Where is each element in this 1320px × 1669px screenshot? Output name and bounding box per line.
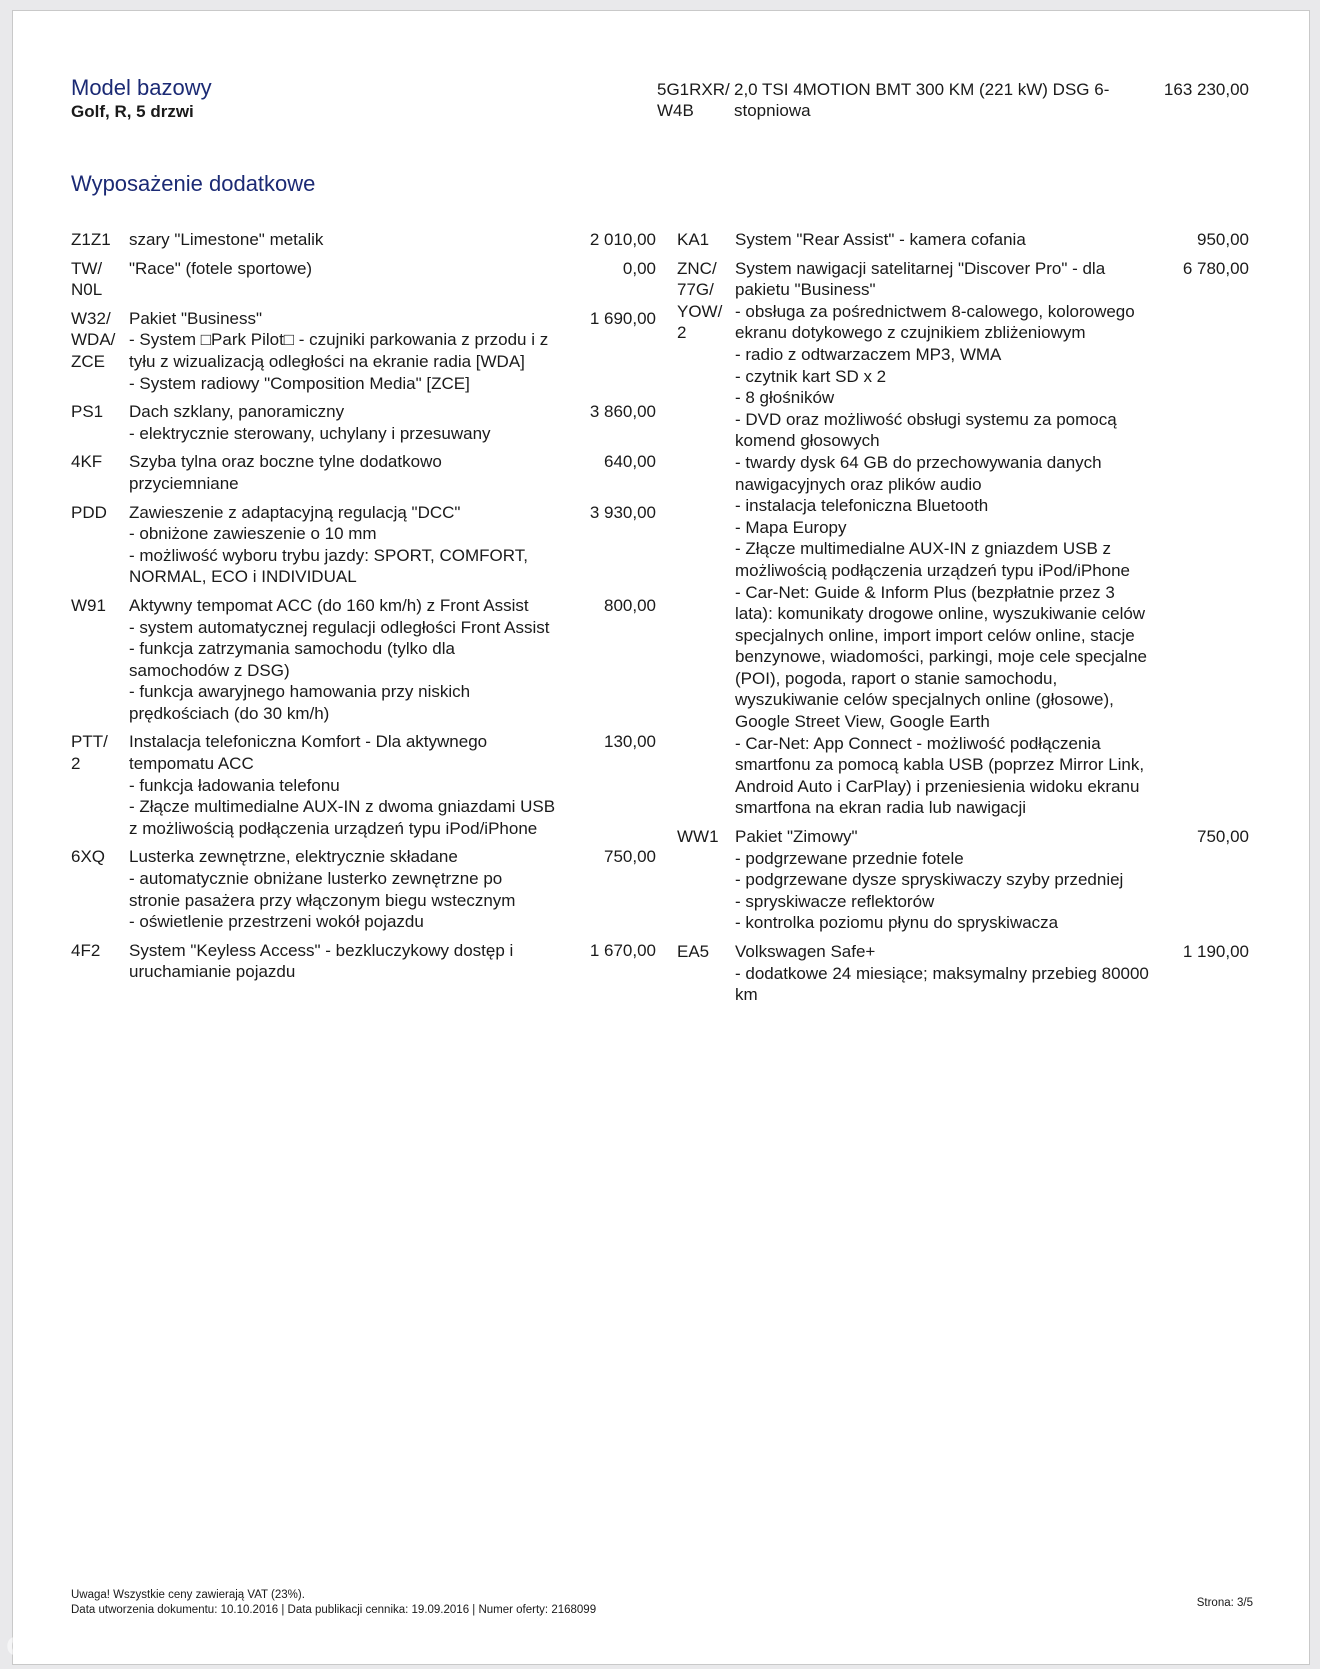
option-description [129,401,556,444]
option-description-text: System nawigacji satelitarnej "Discover Pro" - dla pakietu "Business" - obsługa za pośrednictwem 8-calowego, kolorowego ekranu dotykowego z czujnikiem zbliżeniowym - radio z odtwarzaczem MP3, WMA - czytnik kart SD x 2 - 8 głośników - DVD oraz możliwość obsługi systemu za pomocą komend głosowych - twardy dysk 64 GB do przechowywania danych nawigacyjnych oraz plików audio - instalacja telefoniczna Bluetooth - Mapa Europy - Złącze multimedialne AUX-IN z gniazdem USB z możliwością podłączenia urządzeń typu iPod/iPhone - Car-Net: Guide & Inform Plus (bezpłatnie przez 3 lata): komunikaty drogowe online, wyszukiwanie celów specjalnych online, import import celów online, stacje benzynowe, wiadomości, parkingi, moje cele specjalne (POI), pogoda, raport o stanie samochodu, wyszukiwanie celów specjalnych online (głosowe), Google Street View, Google Earth - Car-Net: App Connect - możliwość podłączenia smartfonu za pomocą kabla USB (poprzez Mirror Link, Android Auto i CarPlay) i przeniesienia widoku ekranu smartfona na ekran radia lub nawigacji [735,258,1147,818]
option-description-text: Pakiet "Zimowy" - podgrzewane przednie fotele - podgrzewane dysze spryskiwaczy szyby przedniej - spryskiwacze reflektorów - kontrolka poziomu płynu do spryskiwacza [735,827,1124,933]
option-row [71,731,656,839]
option-row [71,846,656,932]
right-column [677,229,1249,1013]
option-price: 0,00 [622,258,656,278]
option-description-text: Zawieszenie z adaptacyjną regulacją "DCC" - obniżone zawieszenie o 10 mm - możliwość wyboru trybu jazdy: SPORT, COMFORT, NORMAL, ECO i INDIVIDUAL [129,502,528,587]
option-description [129,502,556,588]
option-description [129,451,556,494]
left-column [71,229,656,990]
option-description-text: szary "Limestone" metalik [129,230,324,249]
option-price: 130,00 [604,732,656,752]
footer [71,1588,596,1618]
option-description-text: System "Keyless Access" - bezkluczykowy dostęp i uruchamianie pojazdu [129,940,514,982]
option-code: EA5 [677,942,710,961]
option-price: 2 010,00 [589,230,656,249]
option-price: 1 690,00 [589,308,656,328]
option-price: 3 930,00 [589,502,656,522]
vat-note: Uwaga! Wszystkie ceny zawierają VAT (23%). [71,1589,305,1601]
option-description-text: Aktywny tempomat ACC (do 160 km/h) z Front Assist - system automatycznej regulacji odległości Front Assist - funkcja zatrzymania samochodu (tylko dla samochodów z DSG) - funkcja awaryjnego hamowania przy niskich prędkościach (do 30 km/h) [129,595,550,723]
option-description [129,258,556,301]
option-description-text: Szyba tylna oraz boczne tylne dodatkowo przyciemniane [129,452,442,493]
page-number: Strona: 3/5 [1196,1597,1253,1609]
option-description-text: System "Rear Assist" - kamera cofania [735,230,1026,249]
option-code: W91 [71,595,106,615]
option-description [735,826,1149,934]
section-title: Wyposażenie dodatkowe [71,171,316,196]
option-code: KA1 [677,230,710,249]
option-code: 6XQ [71,847,106,867]
model-header [71,75,212,123]
model-description: 2,0 TSI 4MOTION BMT 300 KM (221 kW) DSG 6-stopniowa [734,80,1110,120]
option-code: PDD [71,502,107,522]
option-code: Z1Z1 [71,230,111,249]
option-description [735,229,1149,251]
option-row [677,258,1249,819]
document-page [12,10,1310,1665]
option-code: TW/ N0L [71,258,103,300]
option-row [71,940,656,983]
option-code: WW1 [677,827,719,847]
option-description-text: Pakiet "Business" - System □Park Pilot□ - czujniki parkowania z przodu i z tyłu z wizualizacją odległości na ekranie radia [WDA] - System radiowy "Composition Media" [ZCE] [129,308,549,393]
option-price: 640,00 [604,452,656,472]
option-code: 4F2 [71,940,101,960]
option-price: 1 190,00 [1182,942,1249,961]
option-description-text: Volkswagen Safe+ - dodatkowe 24 miesiące; maksymalny przebieg 80000 km [735,942,1149,1005]
option-price: 950,00 [1197,230,1249,249]
option-price: 750,00 [604,847,656,867]
watermark-logo: otomoto [6,1625,149,1663]
option-price: 6 780,00 [1182,258,1249,278]
document-dates: Data utworzenia dokumentu: 10.10.2016 | Data publikacji cennika: 19.09.2016 | Numer oferty: 2168099 [71,1604,597,1616]
option-description [129,308,556,394]
option-description-text: Dach szklany, panoramiczny - elektrycznie sterowany, uchylany i przesuwany [129,402,491,443]
option-description [129,940,556,983]
option-description [129,229,556,251]
option-code: W32/ WDA/ ZCE [71,308,116,371]
option-code: PS1 [71,402,104,422]
option-row [677,826,1249,934]
option-code: PTT/ 2 [71,732,108,774]
option-row [71,451,656,494]
model-title: Model bazowy [71,75,212,100]
option-description-text: Instalacja telefoniczna Komfort - Dla aktywnego tempomatu ACC - funkcja ładowania telefonu - Złącze multimedialne AUX-IN z dwoma gniazdami USB z możliwością podłączenia urządzeń typu iPod/iPhone [129,732,556,838]
option-price: 800,00 [604,595,656,615]
option-row [71,229,656,251]
option-row [71,401,656,444]
model-code: 5G1RXR/ W4B [657,80,730,120]
option-description-text: Lusterka zewnętrzne, elektrycznie składane - automatycznie obniżane lusterko zewnętrzne po stronie pasażera przy włączonym biegu wstecznym - oświetlenie przestrzeni wokół pojazdu [129,847,516,932]
option-description-text: "Race" (fotele sportowe) [129,258,313,278]
option-row [71,258,656,301]
option-row [677,941,1249,1006]
option-description [129,846,556,932]
option-code: 4KF [71,452,103,472]
option-code: ZNC/ 77G/ YOW/ 2 [677,258,723,343]
model-subtitle: Golf, R, 5 drzwi [71,102,194,121]
option-description [735,258,1149,819]
option-description [129,731,556,839]
option-row [71,502,656,588]
option-row [677,229,1249,251]
model-price: 163 230,00 [1163,80,1249,99]
option-row [71,308,656,394]
option-description [129,595,556,725]
option-price: 1 670,00 [589,940,656,960]
option-row [71,595,656,725]
option-price: 750,00 [1197,827,1249,847]
option-description [735,941,1149,1006]
option-price: 3 860,00 [589,402,656,422]
